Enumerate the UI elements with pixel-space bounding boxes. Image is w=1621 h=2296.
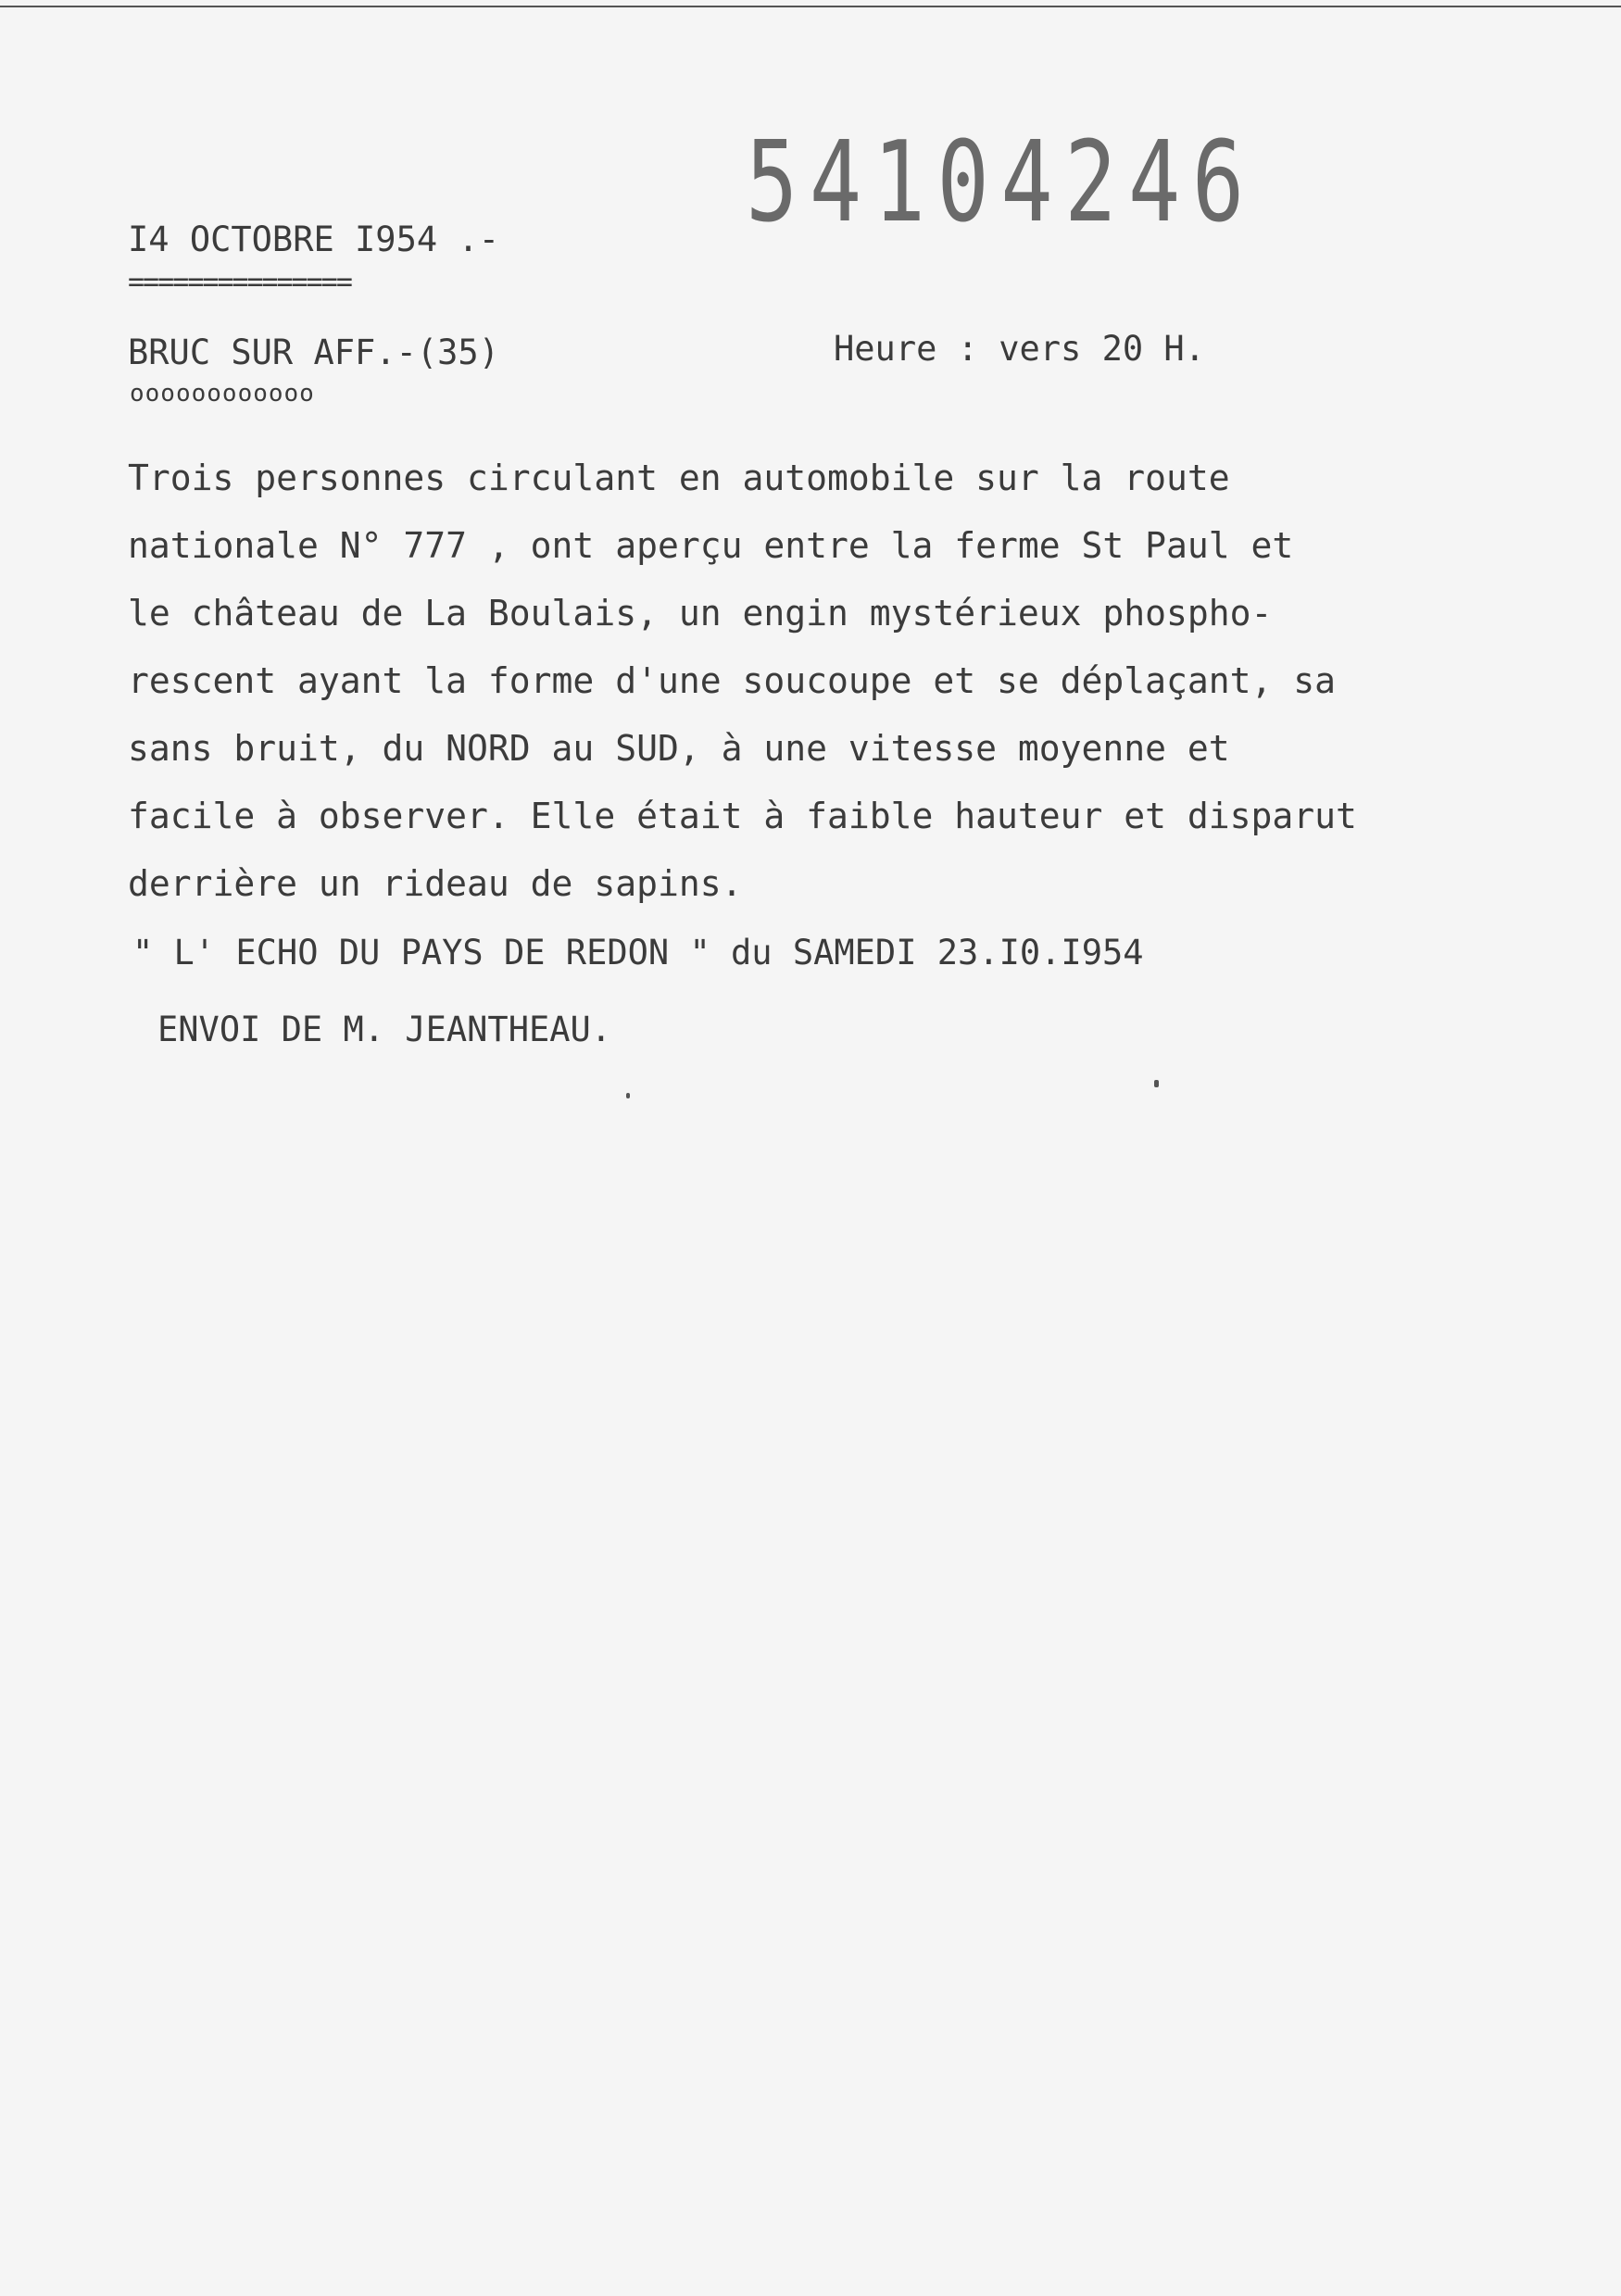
body-line: derrière un rideau de sapins.	[128, 863, 743, 904]
report-date: I4 OCTOBRE I954 .-	[128, 220, 499, 259]
body-line: facile à observer. Elle était à faible hauteur et disparut	[128, 796, 1357, 836]
ink-speck	[626, 1093, 630, 1098]
report-location: BRUC SUR AFF.-(35)	[128, 332, 499, 372]
body-line: sans bruit, du NORD au SUD, à une vitesse moyenne et	[128, 728, 1230, 769]
report-body	[128, 445, 1357, 918]
body-line: le château de La Boulais, un engin mystérieux phospho-	[128, 593, 1273, 634]
sender-credit: ENVOI DE M. JEANTHEAU.	[157, 1010, 612, 1049]
newspaper-source: " L' ECHO DU PAYS DE REDON " du SAMEDI 23.I0.I954	[132, 933, 1144, 972]
page-top-edge	[0, 6, 1621, 7]
report-location-underline: oooooooooooo	[130, 380, 315, 408]
archive-stamp-number: 54104246	[746, 119, 1256, 247]
report-time: Heure : vers 20 H.	[834, 329, 1205, 369]
body-line: nationale N° 777 , ont aperçu entre la ferme St Paul et	[128, 525, 1294, 566]
body-line: Trois personnes circulant en automobile sur la route	[128, 458, 1230, 498]
body-line: rescent ayant la forme d'une soucoupe et se déplaçant, sa	[128, 660, 1337, 701]
ink-speck	[1154, 1080, 1159, 1087]
report-date-underline: ===============	[128, 266, 351, 298]
